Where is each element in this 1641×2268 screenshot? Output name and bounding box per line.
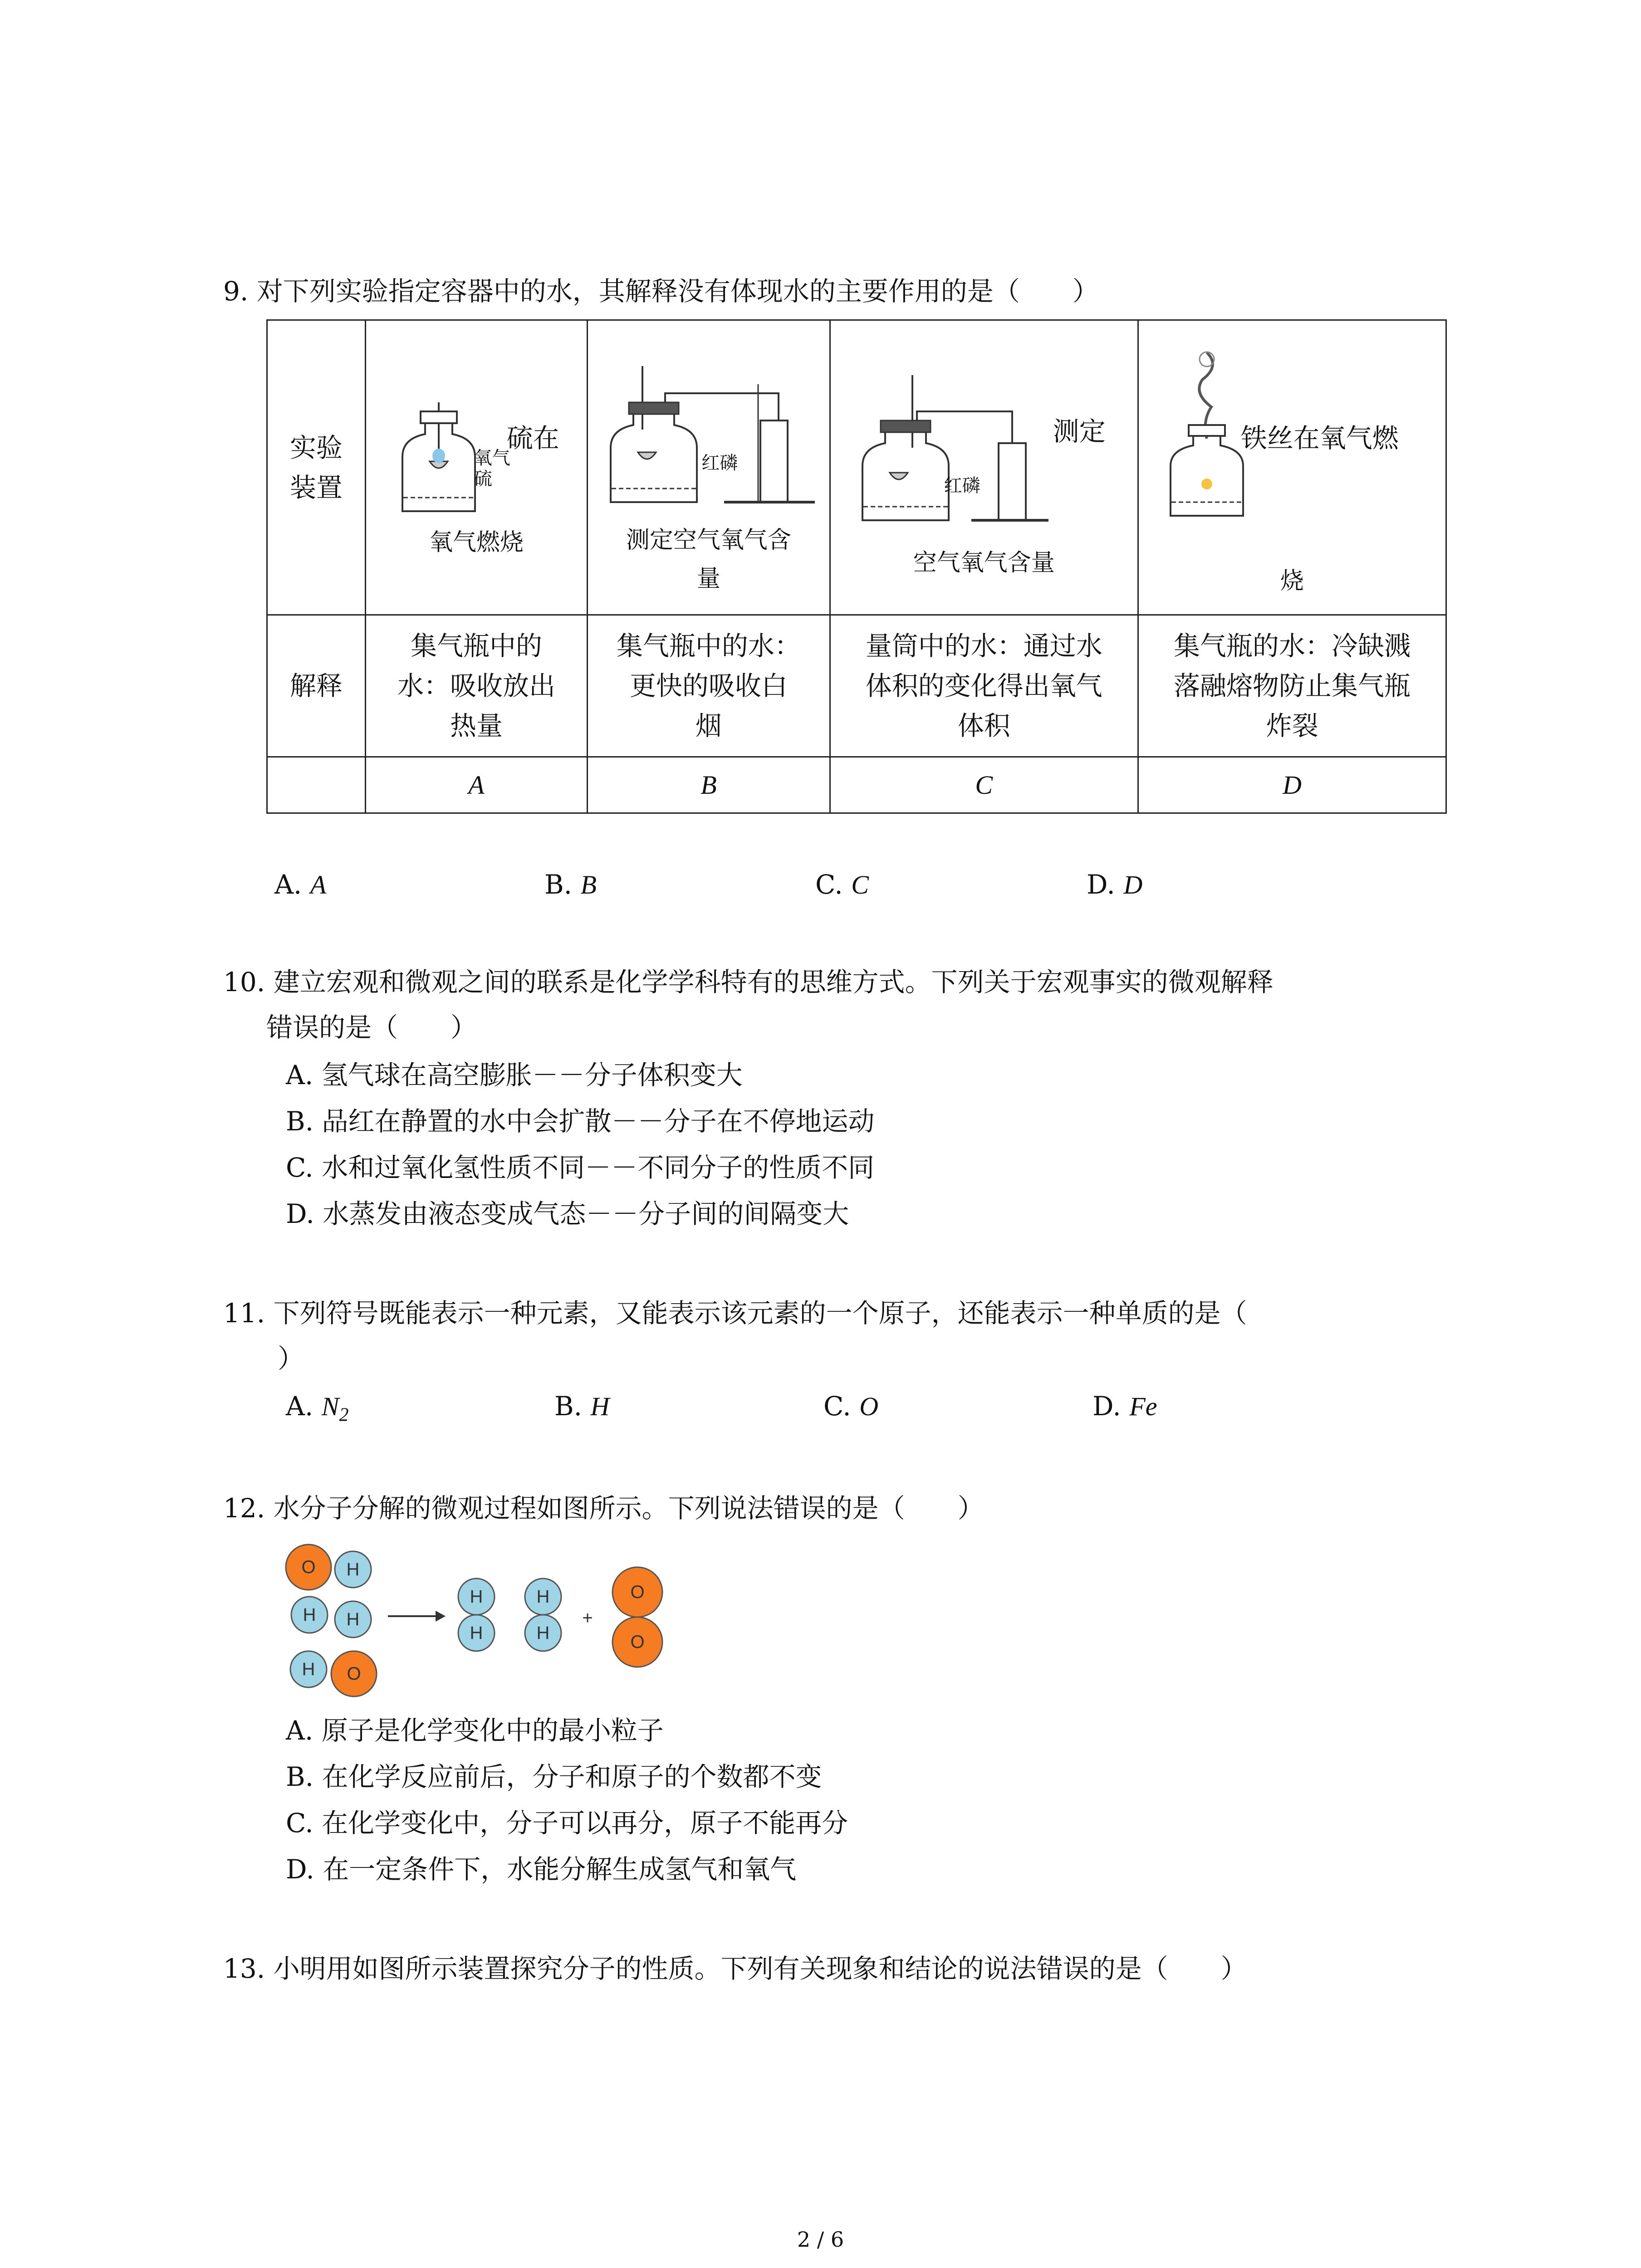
q9-stem: 9. 对下列实验指定容器中的水，其解释没有体现水的主要作用的是（ ） (223, 276, 1099, 307)
row-head-explanation: 解释 (267, 615, 366, 757)
q11-stem-line1: 11. 下列符号既能表示一种元素，又能表示该元素的一个原子，还能表示一种单质的是（ (223, 1298, 1247, 1329)
explanation-d (1138, 615, 1446, 757)
option-key: A. (274, 869, 302, 900)
atom-h-label: H (302, 1659, 315, 1679)
letter-a: A (365, 757, 587, 813)
atom-h-label: H (346, 1609, 360, 1629)
apparatus-caption: 空气氧气含量 (913, 550, 1055, 576)
label-oxygen: 氧气 (474, 448, 510, 469)
apparatus-side-label: 铁丝在氧气燃 (1240, 423, 1399, 454)
explanation-a (365, 615, 587, 757)
apparatus-side-label: 硫在 (506, 423, 559, 454)
q9-experiment-table (266, 319, 1447, 814)
q12-water-decomposition-diagram (281, 1540, 671, 1712)
q11-stem-line2: ） (278, 1343, 304, 1374)
atom-h-label: H (346, 1559, 360, 1579)
q9-option-a[interactable] (274, 862, 326, 908)
page-number: 2 / 6 (797, 2227, 844, 2252)
q12-option-a[interactable]: A. 原子是化学变化中的最小粒子 (286, 1715, 664, 1746)
apparatus-caption: 氧气燃烧 (429, 529, 524, 556)
atom-h-label: H (470, 1623, 483, 1643)
table-row-letters (267, 757, 1446, 813)
apparatus-a (365, 320, 587, 615)
row-head-line: 实验 (289, 432, 343, 463)
text-line: 热量 (450, 710, 503, 741)
table-row-apparatus (267, 320, 1446, 615)
apparatus-caption: 测定空气氧气含 (626, 527, 791, 553)
q10-stem-line2: 错误的是（ ） (266, 1012, 477, 1043)
option-key: C. (823, 1391, 851, 1422)
atom-o-label: O (301, 1557, 316, 1577)
apparatus-c (830, 320, 1138, 615)
gas-jar-phosphorus-icon (858, 375, 1067, 529)
atom-h-label: H (470, 1587, 483, 1607)
option-key: B. (554, 1391, 583, 1422)
gas-jar-phosphorus-icon (606, 366, 815, 511)
apparatus-side-label: 测定 (1053, 416, 1106, 447)
atom-h-label: H (536, 1623, 550, 1643)
label-red-phosphorus: 红磷 (701, 453, 738, 474)
explanation-b (588, 615, 830, 757)
apparatus-caption: 烧 (1280, 568, 1304, 594)
text-line: 更快的吸收白 (629, 670, 788, 701)
text-line: 集气瓶中的水： (616, 631, 801, 661)
option-value: C (851, 870, 869, 899)
letter-b: B (588, 757, 830, 813)
text-line: 落融熔物防止集气瓶 (1173, 670, 1411, 701)
text-line: 烟 (695, 710, 722, 741)
text-line: 集气瓶中的 (410, 631, 542, 661)
letter-c: C (830, 757, 1138, 813)
q9-option-b[interactable] (544, 862, 597, 908)
atom-o-label: O (630, 1632, 645, 1652)
table-row-explanations (267, 615, 1446, 757)
q13-stem: 13. 小明用如图所示装置探究分子的性质。下列有关现象和结论的说法错误的是（ ） (223, 1953, 1247, 1984)
atom-o-label: O (347, 1664, 361, 1684)
text-line: 炸裂 (1265, 710, 1318, 741)
option-value: A (310, 870, 327, 899)
q10-option-d[interactable]: D. 水蒸发由液态变成气态－－分子间的间隔变大 (286, 1198, 849, 1229)
option-key: B. (544, 869, 573, 900)
row-head-line: 装置 (289, 472, 343, 503)
option-subscript: 2 (339, 1404, 349, 1426)
apparatus-caption: 量 (696, 566, 720, 592)
label-sulfur: 硫 (474, 469, 492, 489)
option-value: H (590, 1392, 610, 1421)
q9-option-d[interactable] (1087, 862, 1142, 908)
option-key: C. (815, 869, 843, 900)
option-value: O (859, 1392, 879, 1421)
q9-option-c[interactable] (815, 862, 869, 908)
q12-option-b[interactable]: B. 在化学反应前后，分子和原子的个数都不变 (286, 1761, 822, 1792)
text-line: 集气瓶的水：冷缺溅 (1173, 631, 1411, 661)
atom-h-label: H (303, 1605, 316, 1625)
row-head-apparatus (267, 320, 366, 615)
text-line: 量筒中的水：通过水 (865, 631, 1102, 661)
q11-option-d[interactable] (1092, 1383, 1157, 1429)
q10-option-c[interactable]: C. 水和过氧化氢性质不同－－不同分子的性质不同 (286, 1152, 875, 1183)
option-key: A. (286, 1391, 314, 1422)
text-line: 体积 (957, 710, 1010, 741)
text-line: 水：吸收放出 (397, 670, 555, 701)
label-red-phosphorus: 红磷 (944, 475, 980, 496)
atom-h-label: H (536, 1587, 550, 1607)
q10-option-a[interactable]: A. 氢气球在高空膨胀－－分子体积变大 (286, 1060, 743, 1090)
atom-o-label: O (630, 1582, 645, 1602)
option-value: N (321, 1392, 339, 1421)
q11-option-a[interactable] (286, 1383, 348, 1438)
q12-option-c[interactable]: C. 在化学变化中，分子可以再分，原子不能再分 (286, 1808, 848, 1838)
q10-option-b[interactable]: B. 品红在静置的水中会扩散－－分子在不停地运动 (286, 1106, 875, 1137)
gas-jar-iron-wire-icon (1161, 348, 1252, 520)
q12-option-d[interactable]: D. 在一定条件下，水能分解生成氢气和氧气 (286, 1854, 797, 1885)
option-value: D (1123, 870, 1143, 899)
option-value: B (580, 870, 597, 899)
q11-option-c[interactable] (823, 1383, 878, 1429)
gas-jar-sulfur-icon (393, 402, 484, 520)
q10-stem-line1: 10. 建立宏观和微观之间的联系是化学学科特有的思维方式。下列关于宏观事实的微观解释 (223, 967, 1274, 997)
option-key: D. (1087, 869, 1115, 900)
row-head-empty (267, 757, 366, 813)
explanation-c (830, 615, 1138, 757)
q11-option-b[interactable] (554, 1383, 609, 1429)
letter-d: D (1138, 757, 1446, 813)
apparatus-d (1138, 320, 1446, 615)
q12-stem: 12. 水分子分解的微观过程如图所示。下列说法错误的是（ ） (223, 1493, 984, 1524)
plus-sign: + (582, 1608, 593, 1628)
text-line: 体积的变化得出氧气 (865, 670, 1102, 701)
apparatus-b (588, 320, 830, 615)
option-value: Fe (1129, 1392, 1157, 1421)
option-key: D. (1092, 1391, 1121, 1422)
